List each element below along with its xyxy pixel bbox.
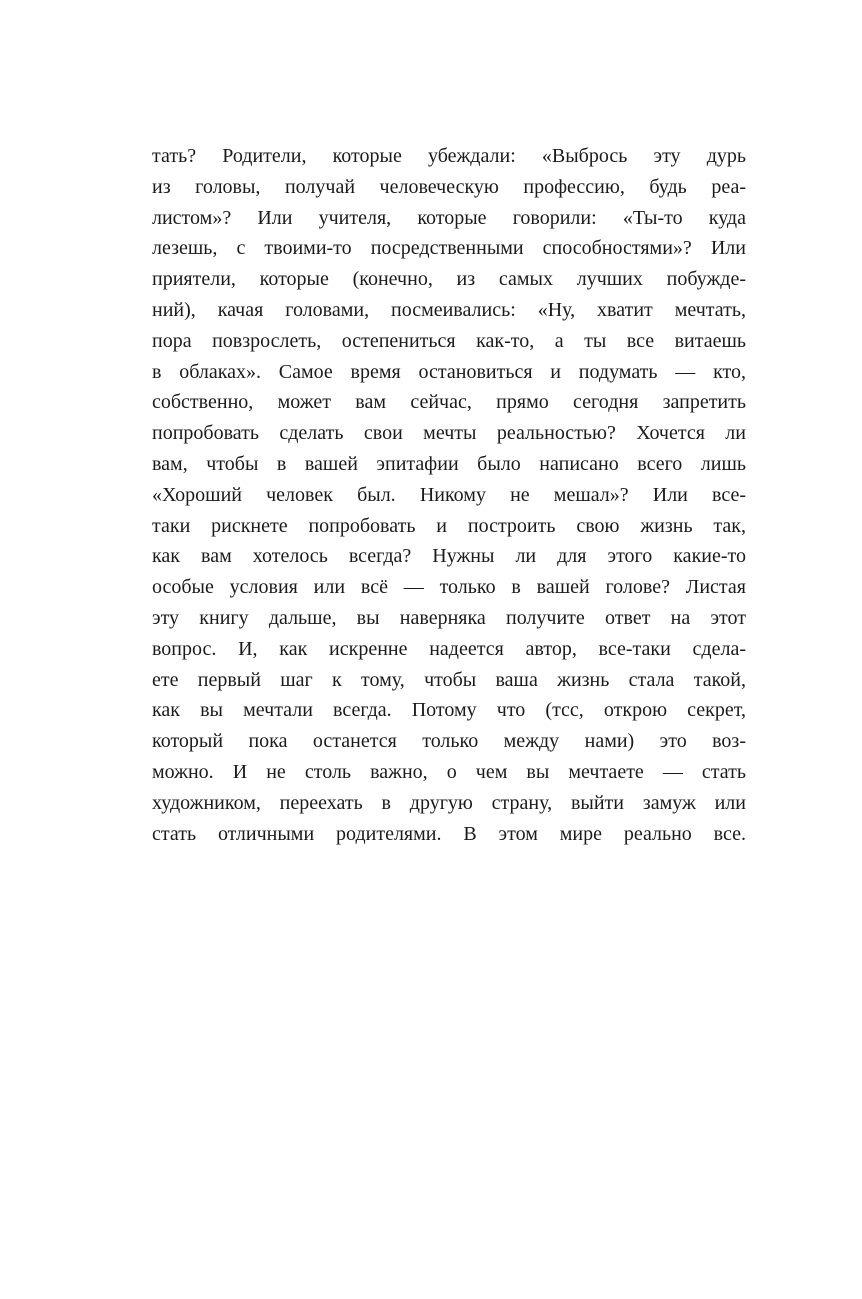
text-line: таки рискнете попробовать и построить свою жизнь так, [152, 514, 746, 537]
text-line: собственно, может вам сейчас, прямо сегодня запретить [152, 391, 746, 414]
text-line: эту книгу дальше, вы наверняка получите ответ на этот [152, 606, 746, 629]
text-line: вопрос. И, как искренне надеется автор, все-таки сдела- [152, 637, 746, 660]
text-line: попробовать сделать свои мечты реальностью? Хочется ли [152, 422, 746, 445]
text-line: из головы, получай человеческую профессию, будь реа- [152, 175, 746, 198]
text-line: художником, переехать в другую страну, выйти замуж или [152, 791, 746, 814]
text-line: как вы мечтали всегда. Потому что (тсс, открою секрет, [152, 699, 746, 722]
text-line: в облаках». Самое время остановиться и подумать — кто, [152, 360, 746, 383]
text-line: пора повзрослеть, остепениться как-то, а ты все витаешь [152, 329, 746, 352]
text-line: приятели, которые (конечно, из самых лучших побужде- [152, 268, 746, 291]
text-line: ний), качая головами, посмеивались: «Ну, хватит мечтать, [152, 298, 746, 321]
text-line: который пока останется только между нами) это воз- [152, 730, 746, 753]
text-line: листом»? Или учителя, которые говорили: «Ты-то куда [152, 206, 746, 229]
text-line: можно. И не столь важно, о чем вы мечтаете — стать [152, 760, 746, 783]
text-line: лезешь, с твоими-то посредственными способностями»? Или [152, 237, 746, 260]
text-line: особые условия или всё — только в вашей голове? Листая [152, 576, 746, 599]
text-line: «Хороший человек был. Никому не мешал»? Или все- [152, 483, 746, 506]
text-line: ете первый шаг к тому, чтобы ваша жизнь стала такой, [152, 668, 746, 691]
text-line: стать отличными родителями. В этом мире реально все. [152, 822, 746, 845]
paragraph-text-block [152, 141, 746, 849]
text-line: тать? Родители, которые убеждали: «Выбрось эту дурь [152, 145, 746, 167]
text-line: как вам хотелось всегда? Нужны ли для этого какие-то [152, 545, 746, 568]
text-line: вам, чтобы в вашей эпитафии было написано всего лишь [152, 452, 746, 475]
